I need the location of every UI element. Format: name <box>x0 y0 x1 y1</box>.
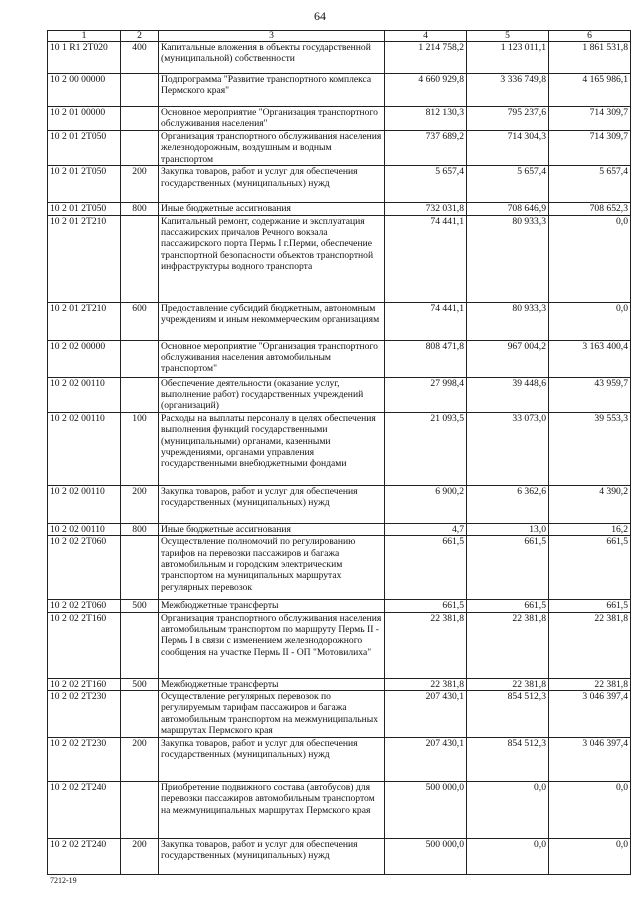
value-col5-cell: 33 073,0 <box>467 412 549 485</box>
table-row <box>48 838 631 874</box>
value-col5-cell: 714 304,3 <box>467 131 549 166</box>
value-col6-cell: 4 165 986,1 <box>549 74 631 107</box>
value-col4-cell: 661,5 <box>385 536 467 600</box>
budget-table <box>47 30 631 875</box>
code-cell: 10 2 00 00000 <box>48 74 121 107</box>
description-cell: Закупка товаров, работ и услуг для обеспечения государственных (муниципальных) нужд <box>159 485 385 523</box>
value-col5-cell: 80 933,3 <box>467 215 549 302</box>
code-cell: 10 2 01 2Т050 <box>48 131 121 166</box>
table-row <box>48 536 631 600</box>
value-col4-cell: 74 441,1 <box>385 302 467 340</box>
value-col4-cell: 22 381,8 <box>385 612 467 678</box>
value-col4-cell: 4,7 <box>385 523 467 535</box>
value-col6-cell: 43 959,7 <box>549 377 631 412</box>
expense-type-cell: 800 <box>121 523 159 535</box>
footer-code: 7212-19 <box>50 876 77 885</box>
value-col5-cell: 13,0 <box>467 523 549 535</box>
expense-type-cell <box>121 536 159 600</box>
value-col4-cell: 732 031,8 <box>385 203 467 215</box>
value-col6-cell: 3 046 397,4 <box>549 691 631 738</box>
table-row <box>48 781 631 838</box>
table-row <box>48 215 631 302</box>
header-col-5: 5 <box>467 31 549 42</box>
code-cell: 10 2 02 00110 <box>48 377 121 412</box>
code-cell: 10 2 02 00110 <box>48 485 121 523</box>
code-cell: 10 2 02 2Т060 <box>48 600 121 612</box>
value-col4-cell: 4 660 929,8 <box>385 74 467 107</box>
expense-type-cell: 800 <box>121 203 159 215</box>
value-col6-cell: 714 309,7 <box>549 107 631 131</box>
expense-type-cell: 200 <box>121 838 159 874</box>
description-cell: Межбюджетные трансферты <box>159 678 385 690</box>
table-row <box>48 131 631 166</box>
value-col4-cell: 661,5 <box>385 600 467 612</box>
description-cell: Закупка товаров, работ и услуг для обеспечения государственных (муниципальных) нужд <box>159 838 385 874</box>
value-col4-cell: 21 093,5 <box>385 412 467 485</box>
code-cell: 10 2 02 2Т160 <box>48 678 121 690</box>
value-col4-cell: 500 000,0 <box>385 781 467 838</box>
expense-type-cell: 100 <box>121 412 159 485</box>
value-col5-cell: 967 004,2 <box>467 340 549 377</box>
value-col6-cell: 22 381,8 <box>549 612 631 678</box>
table-row <box>48 302 631 340</box>
description-cell: Расходы на выплаты персоналу в целях обеспечения выполнения функций государственными (муниципальными) органами, казенными учреждениями, органами управления государственными внебюджетными фондами <box>159 412 385 485</box>
code-cell: 10 2 01 2Т210 <box>48 302 121 340</box>
expense-type-cell <box>121 107 159 131</box>
code-cell: 10 2 02 2Т060 <box>48 536 121 600</box>
description-cell: Межбюджетные трансферты <box>159 600 385 612</box>
value-col5-cell: 80 933,3 <box>467 302 549 340</box>
code-cell: 10 2 02 2Т230 <box>48 691 121 738</box>
expense-type-cell: 600 <box>121 302 159 340</box>
expense-type-cell <box>121 612 159 678</box>
expense-type-cell <box>121 340 159 377</box>
description-cell: Иные бюджетные ассигнования <box>159 523 385 535</box>
table-row <box>48 412 631 485</box>
value-col6-cell: 16,2 <box>549 523 631 535</box>
table-row <box>48 600 631 612</box>
header-col-2: 2 <box>121 31 159 42</box>
expense-type-cell: 400 <box>121 42 159 74</box>
value-col5-cell: 0,0 <box>467 781 549 838</box>
table-body <box>48 42 631 875</box>
table-row <box>48 737 631 781</box>
value-col5-cell: 22 381,8 <box>467 612 549 678</box>
code-cell: 10 2 02 2Т240 <box>48 781 121 838</box>
value-col6-cell: 3 046 397,4 <box>549 737 631 781</box>
value-col4-cell: 737 689,2 <box>385 131 467 166</box>
expense-type-cell: 200 <box>121 166 159 203</box>
value-col4-cell: 74 441,1 <box>385 215 467 302</box>
value-col6-cell: 661,5 <box>549 536 631 600</box>
table-row <box>48 340 631 377</box>
value-col6-cell: 1 861 531,8 <box>549 42 631 74</box>
code-cell: 10 2 01 00000 <box>48 107 121 131</box>
code-cell: 10 2 02 2Т230 <box>48 737 121 781</box>
value-col6-cell: 39 553,3 <box>549 412 631 485</box>
value-col4-cell: 500 000,0 <box>385 838 467 874</box>
value-col5-cell: 708 646,9 <box>467 203 549 215</box>
value-col4-cell: 207 430,1 <box>385 737 467 781</box>
expense-type-cell <box>121 377 159 412</box>
code-cell: 10 1 R1 2T020 <box>48 42 121 74</box>
header-row <box>48 31 631 42</box>
description-cell: Осуществление регулярных перевозок по регулируемым тарифам пассажиров и багажа автомобильным транспортом на межмуниципальных маршрутах Пермского края <box>159 691 385 738</box>
table-row <box>48 74 631 107</box>
description-cell: Закупка товаров, работ и услуг для обеспечения государственных (муниципальных) нужд <box>159 737 385 781</box>
value-col6-cell: 0,0 <box>549 302 631 340</box>
value-col5-cell: 22 381,8 <box>467 678 549 690</box>
table-row <box>48 107 631 131</box>
description-cell: Основное мероприятие "Организация транспортного обслуживания населения" <box>159 107 385 131</box>
value-col6-cell: 22 381,8 <box>549 678 631 690</box>
table-row <box>48 42 631 74</box>
table-row <box>48 691 631 738</box>
description-cell: Капитальный ремонт, содержание и эксплуатация пассажирских причалов Речного вокзала пассажирского порта Пермь I г.Перми, обеспечение транспортной безопасности объектов транспортной инфраструктуры водного транспорта <box>159 215 385 302</box>
table-row <box>48 203 631 215</box>
description-cell: Основное мероприятие "Организация транспортного обслуживания населения автомобильным транспортом" <box>159 340 385 377</box>
expense-type-cell: 200 <box>121 485 159 523</box>
value-col5-cell: 3 336 749,8 <box>467 74 549 107</box>
value-col4-cell: 22 381,8 <box>385 678 467 690</box>
value-col5-cell: 5 657,4 <box>467 166 549 203</box>
value-col5-cell: 39 448,6 <box>467 377 549 412</box>
table-row <box>48 377 631 412</box>
expense-type-cell <box>121 215 159 302</box>
expense-type-cell: 500 <box>121 600 159 612</box>
code-cell: 10 2 01 2Т210 <box>48 215 121 302</box>
value-col6-cell: 5 657,4 <box>549 166 631 203</box>
page-number: 64 <box>314 9 326 23</box>
value-col5-cell: 854 512,3 <box>467 737 549 781</box>
value-col5-cell: 795 237,6 <box>467 107 549 131</box>
expense-type-cell: 500 <box>121 678 159 690</box>
table-row <box>48 523 631 535</box>
value-col5-cell: 0,0 <box>467 838 549 874</box>
value-col4-cell: 812 130,3 <box>385 107 467 131</box>
expense-type-cell: 200 <box>121 737 159 781</box>
expense-type-cell <box>121 781 159 838</box>
value-col6-cell: 708 652,3 <box>549 203 631 215</box>
code-cell: 10 2 02 00000 <box>48 340 121 377</box>
header-col-1: 1 <box>48 31 121 42</box>
code-cell: 10 2 01 2Т050 <box>48 166 121 203</box>
value-col4-cell: 6 900,2 <box>385 485 467 523</box>
expense-type-cell <box>121 691 159 738</box>
value-col4-cell: 1 214 758,2 <box>385 42 467 74</box>
expense-type-cell <box>121 74 159 107</box>
value-col5-cell: 661,5 <box>467 536 549 600</box>
expense-type-cell <box>121 131 159 166</box>
header-col-3: 3 <box>159 31 385 42</box>
value-col6-cell: 3 163 400,4 <box>549 340 631 377</box>
description-cell: Организация транспортного обслуживания населения железнодорожным, воздушным и водным транспортом <box>159 131 385 166</box>
code-cell: 10 2 01 2Т050 <box>48 203 121 215</box>
value-col5-cell: 854 512,3 <box>467 691 549 738</box>
description-cell: Осуществление полномочий по регулированию тарифов на перевозки пассажиров и багажа автомобильным и городским электрическим транспортом на муниципальных маршрутах регулярных перевозок <box>159 536 385 600</box>
description-cell: Подпрограмма "Развитие транспортного комплекса Пермского края" <box>159 74 385 107</box>
code-cell: 10 2 02 2Т160 <box>48 612 121 678</box>
header-col-4: 4 <box>385 31 467 42</box>
value-col6-cell: 0,0 <box>549 781 631 838</box>
value-col4-cell: 5 657,4 <box>385 166 467 203</box>
value-col5-cell: 6 362,6 <box>467 485 549 523</box>
value-col6-cell: 0,0 <box>549 215 631 302</box>
table-row <box>48 612 631 678</box>
table-row <box>48 166 631 203</box>
table-row <box>48 678 631 690</box>
description-cell: Приобретение подвижного состава (автобусов) для перевозки пассажиров автомобильным транспортом на межмуниципальных маршрутах Пермского края <box>159 781 385 838</box>
description-cell: Предоставление субсидий бюджетным, автономным учреждениям и иным некоммерческим организациям <box>159 302 385 340</box>
code-cell: 10 2 02 00110 <box>48 523 121 535</box>
description-cell: Организация транспортного обслуживания населения автомобильным транспортом по маршруту Пермь II - Пермь I в связи с изменением железнодорожного сообщения на участке Пермь II - ОП "Мотовилиха" <box>159 612 385 678</box>
table-row <box>48 485 631 523</box>
value-col5-cell: 1 123 011,1 <box>467 42 549 74</box>
value-col4-cell: 27 998,4 <box>385 377 467 412</box>
header-col-6: 6 <box>549 31 631 42</box>
description-cell: Капитальные вложения в объекты государственной (муниципальной) собственности <box>159 42 385 74</box>
code-cell: 10 2 02 00110 <box>48 412 121 485</box>
value-col4-cell: 207 430,1 <box>385 691 467 738</box>
value-col6-cell: 0,0 <box>549 838 631 874</box>
value-col6-cell: 661,5 <box>549 600 631 612</box>
value-col6-cell: 714 309,7 <box>549 131 631 166</box>
value-col5-cell: 661,5 <box>467 600 549 612</box>
description-cell: Иные бюджетные ассигнования <box>159 203 385 215</box>
value-col4-cell: 808 471,8 <box>385 340 467 377</box>
description-cell: Закупка товаров, работ и услуг для обеспечения государственных (муниципальных) нужд <box>159 166 385 203</box>
table-header <box>48 31 631 42</box>
code-cell: 10 2 02 2Т240 <box>48 838 121 874</box>
value-col6-cell: 4 390,2 <box>549 485 631 523</box>
description-cell: Обеспечение деятельности (оказание услуг, выполнение работ) государственных учреждений (организаций) <box>159 377 385 412</box>
